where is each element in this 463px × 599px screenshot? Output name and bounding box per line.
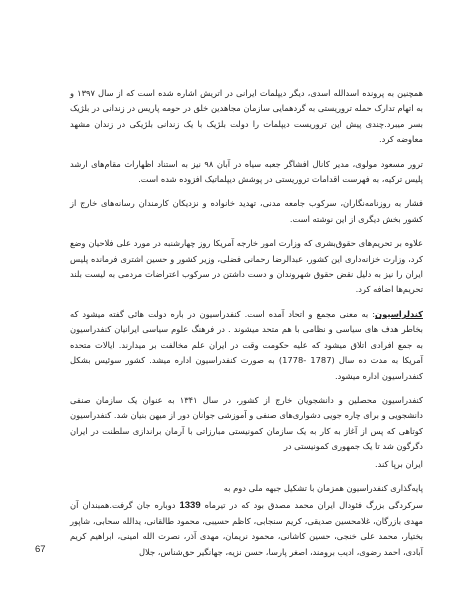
paragraph-definition [70,307,423,384]
definition-years: (1787 -1778) [278,355,335,366]
line-iran: ایران برپا کند. [374,458,423,469]
page-number: 67 [35,544,46,555]
paragraph-molavi: ترور مسعود مولوی، مدیر کانال افشاگر جعبه سیاه در آبان ۹۸ نیز به استناد اظهارات مقام‌های ارشد پلیس ترکیه، به فهرست اقدامات تروریستی در پوشش دیپلماتیک افزوده شده است. [70,158,423,185]
definition-text-1: : به معنی مجمع و اتحاد آمده است. کنفدراسیون در باره دولت هائی گفته میشود که بخاطر هدف های سیاسی و نظامی با هم متحد میشوند . در فرهنگ علوم سیاسی ایرانیان کنفدراسیون به جمع افرادی اتلاق میشود که علیه حکومت وقت در ایران علم مخالفت بر میدارند. ایالات متحده آمریکا به مدت ده سال [70,308,423,366]
founders-year: 1339 [179,500,201,512]
definition-text-2: به صورت کنفدراسیون اداره میشد. کشور سوئیس بشکل کنفدراسیون اداره میشود. [70,355,423,381]
page-body [70,86,423,569]
founders-text-1: سرکردگی بزرگ فئودال ایران محمد مصدق بود که در تیرماه [200,500,423,511]
line-founding: پایه‌گذاری کنفدراسیون همزمان با تشکیل جبهه ملی دوم به [223,482,423,493]
paragraph-confederation: کنفدراسیون محصلین و دانشجویان خارج از کشور، در سال ۱۳۴۱ به عنوان یک سازمان صنفی دانشجویی و برای چاره جویی دشواری‌های صنفی و آموزشی جوانان دور از میهن بنیان شد. کنفدراسیون کوتاهی که پس از آغاز به کار به یک سازمان کمونیستی مبارزاتی با آرمان براندازی سلطنت در ایران دگرگون شد تا یک جمهوری کمونیستی در [70,394,424,452]
paragraph-journalists: فشار به روزنامه‌نگاران، سرکوب جامعه مدنی، تهدید خانواده و نزدیکان کارمندان رسانه‌های خارج از کشور بخش دیگری از این نوشته است. [70,198,423,224]
definition-term: کندلراسیون [375,308,423,319]
founders-text-2: دوباره جان گرفت.همبندان آن مهدی بازرگان، غلامحسین صدیقی، کریم سنجابی، کاظم حسیبی، محمود طالقانی، یدالله سحابی، شاپور بختیار، محمد علی خنجی، حسین کاشانی، محمود نریمان، مهدی آذر، نصرت الله امینی، ابراهیم کریم آبادی، احمد رضوی، ادیب برومند، اصغر پارسا، حسن نزیه، جهانگیر حق‌شناس، جلال [70,500,423,557]
paragraph-founders [70,498,423,560]
paragraph-sanctions: علاوه بر تحریم‌های حقوق‌بشری که وزارت امور خارجه آمریکا روز چهارشنبه در مورد علی فلاحیان وضع کرد، وزارت خزانه‌داری این کشور، عبدالرضا رحمانی فضلی، وزیر کشور و حسین اشتری فرمانده پلیس ایران را نیز به دلیل نقض حقوق شهروندان و دست داشتن در سرکوب اعتراضات مردمی به لیست بلند تحریم‌ها اضافه کرد. [70,238,423,295]
paragraph-asadi: همچنین به پرونده اسدالله اسدی، دیگر دیپلمات ایرانی در اتریش اشاره شده است که از سال ۱۳۹۷ و به اتهام تدارک حمله تروریستی به گردهمایی سازمان مجاهدین خلق در حومه پاریس در زندانی در بلژیک بسر میبرد.چندی پیش این تروریست دیپلمات را دولت بلژیک با یک زندانی بلژیکی در زندان مشهد معاوضه کرد. [70,88,423,145]
